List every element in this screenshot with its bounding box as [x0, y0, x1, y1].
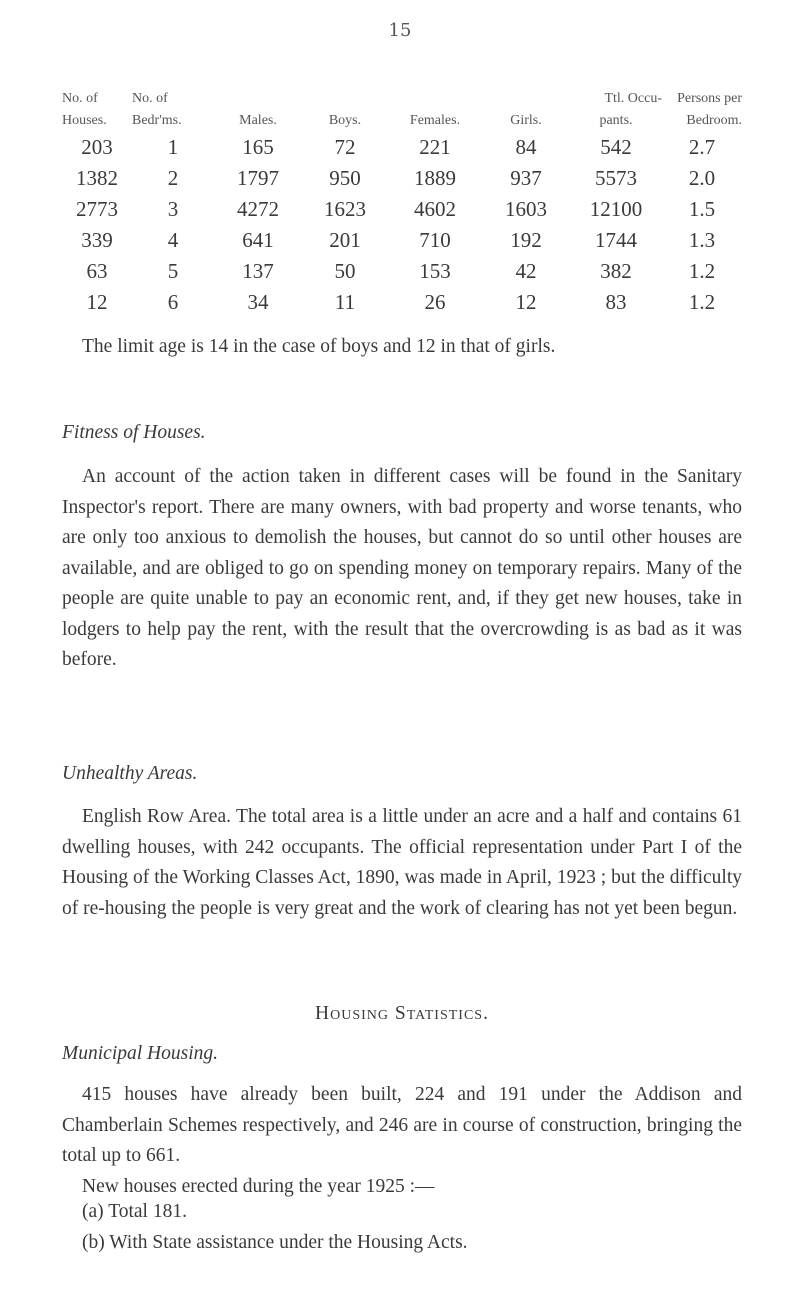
table-cell: 63	[86, 259, 108, 283]
table-cell: 34	[247, 290, 269, 314]
fitness-paragraph: An account of the action taken in different cases will be found in the Sanitary Inspector's report. There are many owners, with bad property and worse tenants, who are only too anxious to demolish the houses, but cannot do so until other houses are available, and are obliged to go on spending money on temporary repairs. Many of the people are quite unable to pay an economic rent, and, if they get new houses, take in lodgers to help pay the rent, with the result that the overcrowding is as bad as it was before.	[62, 466, 742, 670]
table-cell: 2773	[76, 197, 118, 221]
table-cell: 1623	[324, 197, 366, 221]
header-top-houses: No. of	[62, 91, 98, 106]
fitness-section	[62, 462, 742, 676]
housing-occupancy-table	[62, 88, 742, 318]
table-cell: 165	[242, 135, 274, 159]
header-girls: Girls.	[510, 113, 542, 128]
table-cell: 1.2	[688, 259, 716, 283]
header-top-bedrooms: No. of	[132, 91, 168, 106]
list-marker: (a)	[82, 1201, 104, 1222]
header-boys: Boys.	[328, 113, 362, 128]
table-cell: 1.5	[688, 197, 716, 221]
table-cell: 1889	[414, 166, 456, 190]
header-top-boys	[302, 88, 388, 110]
table-row	[62, 163, 742, 194]
list-item	[82, 1201, 187, 1223]
table-cell: 203	[81, 135, 113, 159]
table-cell: 192	[510, 228, 542, 252]
table-cell: 5	[167, 259, 179, 283]
table-cell: 1797	[237, 166, 279, 190]
table-cell: 641	[242, 228, 274, 252]
table-cell: 950	[329, 166, 361, 190]
table-cell: 1382	[76, 166, 118, 190]
header-occupants: pants.	[599, 113, 633, 128]
table-cell: 4	[167, 228, 179, 252]
table-cell: 11	[334, 290, 356, 314]
fitness-heading: Fitness of Houses.	[62, 422, 206, 443]
header-females: Females.	[409, 113, 461, 128]
table-cell: 153	[419, 259, 451, 283]
table-row	[62, 256, 742, 287]
municipal-housing-heading: Municipal Housing.	[62, 1043, 218, 1064]
header-top-males	[214, 88, 302, 110]
table-cell: 201	[329, 228, 361, 252]
header-top-females	[388, 88, 482, 110]
municipal-housing-paragraph: 415 houses have already been built, 224 and 191 under the Addison and Chamberlain Schemes respectively, and 246 are in course of construction, bringing the total up to 661.	[62, 1084, 742, 1166]
table-cell: 2.7	[688, 135, 716, 159]
list-item-text: With State assistance under the Housing Acts.	[109, 1232, 468, 1253]
table-cell: 26	[424, 290, 446, 314]
table-cell: 12	[86, 290, 108, 314]
table-cell: 339	[81, 228, 113, 252]
housing-statistics-heading: Housing Statistics.	[315, 1003, 489, 1024]
table-cell: 50	[334, 259, 356, 283]
unhealthy-areas-section	[62, 802, 742, 924]
header-bedrooms: Bedr'ms.	[132, 113, 182, 128]
table-cell: 1603	[505, 197, 547, 221]
table-header-row-bottom	[62, 110, 742, 132]
table-note	[62, 332, 742, 363]
table-note-text: The limit age is 14 in the case of boys and 12 in that of girls.	[82, 336, 556, 357]
table-cell: 1.3	[688, 228, 716, 252]
municipal-housing-section	[62, 1080, 742, 1202]
table-cell: 83	[605, 290, 627, 314]
header-males: Males.	[239, 113, 277, 128]
header-top-girls	[482, 88, 570, 110]
page-number: 15	[388, 20, 412, 41]
new-houses-intro: New houses erected during the year 1925 :—	[82, 1175, 435, 1197]
header-top-persons-per: Persons per	[677, 91, 742, 106]
table-cell: 1.2	[688, 290, 716, 314]
table-cell: 3	[167, 197, 179, 221]
table-cell: 1744	[595, 228, 637, 252]
header-bedroom: Bedroom.	[686, 113, 742, 128]
table-cell: 2	[167, 166, 179, 190]
table-cell: 5573	[595, 166, 637, 190]
table-row	[62, 225, 742, 256]
table-cell: 382	[600, 259, 632, 283]
table-row	[62, 194, 742, 225]
table-cell: 137	[242, 259, 274, 283]
table-cell: 4602	[414, 197, 456, 221]
table-row	[62, 132, 742, 163]
table-cell: 12100	[589, 197, 643, 221]
table-cell: 2.0	[688, 166, 716, 190]
table-cell: 4272	[237, 197, 279, 221]
table-cell: 221	[419, 135, 451, 159]
table-row	[62, 287, 742, 318]
table-cell: 542	[600, 135, 632, 159]
unhealthy-areas-paragraph: English Row Area. The total area is a little under an acre and a half and contains 61 dwelling houses, with 242 occupants. The official representation under Part I of the Housing of the Working Classes Act, 1890, was made in April, 1923 ; but the difficulty of re-housing the people is very great and the work of clearing has not yet been begun.	[62, 806, 742, 919]
table-cell: 42	[515, 259, 537, 283]
table-cell: 12	[515, 290, 537, 314]
table-header-row-top	[62, 88, 742, 110]
list-item	[82, 1232, 468, 1254]
table-cell: 84	[515, 135, 537, 159]
header-top-occupants: Ttl. Occu-	[604, 91, 662, 106]
table-cell: 72	[334, 135, 356, 159]
list-marker: (b)	[82, 1232, 105, 1253]
unhealthy-areas-heading: Unhealthy Areas.	[62, 763, 198, 784]
table-cell: 937	[510, 166, 542, 190]
list-item-text: Total 181.	[108, 1201, 187, 1222]
header-houses: Houses.	[62, 113, 107, 128]
table-cell: 710	[419, 228, 451, 252]
table-cell: 1	[167, 135, 179, 159]
table-cell: 6	[167, 290, 179, 314]
